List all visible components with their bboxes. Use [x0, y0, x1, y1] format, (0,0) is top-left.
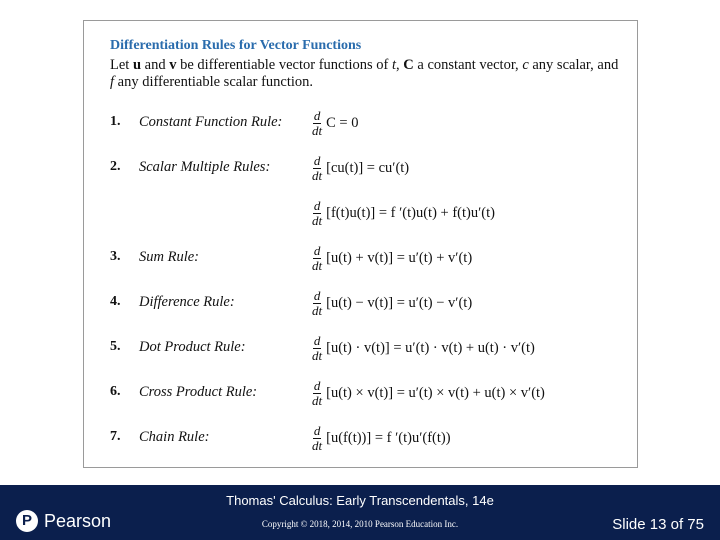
- book-title: Thomas' Calculus: Early Transcendentals, 14e: [226, 493, 494, 508]
- rule-formula: $\frac{d}{dt}$ [u(t) − v(t)] = u′(t) − v′(t): [312, 287, 473, 318]
- derivative-operator: $\frac{d}{dt}$: [312, 242, 323, 273]
- rule-number: 4.: [110, 294, 121, 309]
- derivative-operator: $\frac{d}{dt}$: [312, 332, 323, 363]
- rule-name: Cross Product Rule:: [139, 384, 258, 400]
- rule-row: [0, 106, 720, 140]
- slide-heading: Differentiation Rules for Vector Functions: [110, 38, 362, 53]
- rule-formula: $\frac{d}{dt}$ [f(t)u(t)] = f ′(t)u(t) + f(t)u′(t): [312, 197, 495, 228]
- pearson-logo: [16, 510, 111, 532]
- derivative-operator: $\frac{d}{dt}$: [312, 152, 323, 183]
- derivative-operator: $\frac{d}{dt}$: [312, 287, 323, 318]
- copyright-text: Copyright © 2018, 2014, 2010 Pearson Education Inc.: [261, 519, 459, 529]
- rule-row: [0, 421, 720, 455]
- rule-formula: $\frac{d}{dt}$ [u(t) × v(t)] = u′(t) × v(t) + u(t) × v′(t): [312, 377, 545, 408]
- derivative-operator: $\frac{d}{dt}$: [312, 107, 323, 138]
- rule-formula: $\frac{d}{dt}$ [u(t) + v(t)] = u′(t) + v′(t): [312, 242, 473, 273]
- intro-text: Let u and v be differentiable vector functions of t, C a constant vector, c any scalar, and f any differentiable scalar function.: [110, 57, 619, 90]
- derivative-operator: $\frac{d}{dt}$: [312, 377, 323, 408]
- rule-number: 3.: [110, 249, 121, 264]
- rule-formula: $\frac{d}{dt}$ [u(t) · v(t)] = u′(t) · v(t) + u(t) · v′(t): [312, 332, 535, 363]
- rule-name: Sum Rule:: [139, 249, 199, 265]
- rule-number: 2.: [110, 159, 121, 174]
- rule-formula: $\frac{d}{dt}$ C = 0: [312, 107, 359, 138]
- rule-name: Chain Rule:: [139, 429, 210, 445]
- rule-row: [0, 286, 720, 320]
- pearson-logo-icon: P: [16, 510, 38, 532]
- footer-bar: [0, 485, 720, 540]
- rule-row: [0, 196, 720, 230]
- rule-formula: $\frac{d}{dt}$ [u(f(t))] = f ′(t)u′(f(t)): [312, 422, 451, 453]
- rule-number: 7.: [110, 429, 121, 444]
- derivative-operator: $\frac{d}{dt}$: [312, 422, 323, 453]
- pearson-logo-text: Pearson: [44, 510, 112, 531]
- rule-row: [0, 331, 720, 365]
- rule-number: 6.: [110, 384, 121, 399]
- rule-row: [0, 376, 720, 410]
- rule-number: 5.: [110, 339, 121, 354]
- derivative-operator: $\frac{d}{dt}$: [312, 197, 323, 228]
- rule-name: Dot Product Rule:: [139, 339, 246, 355]
- rule-row: [0, 241, 720, 275]
- rule-name: Scalar Multiple Rules:: [139, 159, 271, 175]
- rule-name: Constant Function Rule:: [139, 114, 283, 130]
- rule-number: 1.: [110, 114, 121, 129]
- rule-formula: $\frac{d}{dt}$ [cu(t)] = cu′(t): [312, 152, 410, 183]
- rule-row: [0, 151, 720, 185]
- rule-name: Difference Rule:: [139, 294, 235, 310]
- slide-counter: Slide 13 of 75: [612, 516, 704, 533]
